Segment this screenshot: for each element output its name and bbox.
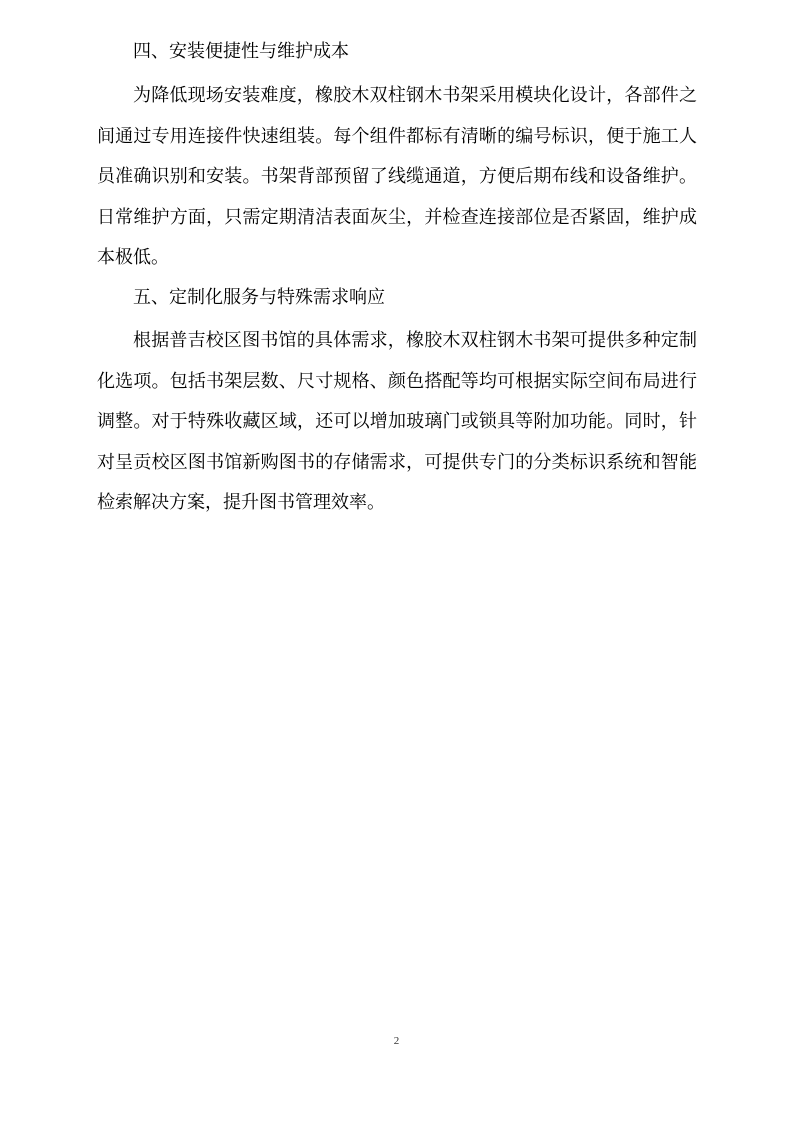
section-heading-installation-maintenance: 四、安装便捷性与维护成本 bbox=[133, 41, 349, 62]
section-paragraph-installation-maintenance: 为降低现场安装难度，橡胶木双柱钢木书架采用模块化设计，各部件之间通过专用连接件快速组装。每个组件都标有清晰的编号标识，便于施工人员准确识别和安装。书架背部预留了线缆通道，方便后期布线和设备维护。日常维护方面，只需定期清洁表面灰尘，并检查连接部位是否紧固，维护成本极低。 bbox=[97, 85, 697, 268]
page-number: 2 bbox=[393, 1035, 400, 1047]
section-paragraph-customization-service: 根据普吉校区图书馆的具体需求，橡胶木双柱钢木书架可提供多种定制化选项。包括书架层数、尺寸规格、颜色搭配等均可根据实际空间布局进行调整。对于特殊收藏区域，还可以增加玻璃门或锁具等附加功能。同时，针对呈贡校区图书馆新购图书的存储需求，可提供专门的分类标识系统和智能检索解决方案，提升图书管理效率。 bbox=[97, 330, 697, 513]
section-heading-customization-service: 五、定制化服务与特殊需求响应 bbox=[133, 287, 385, 308]
